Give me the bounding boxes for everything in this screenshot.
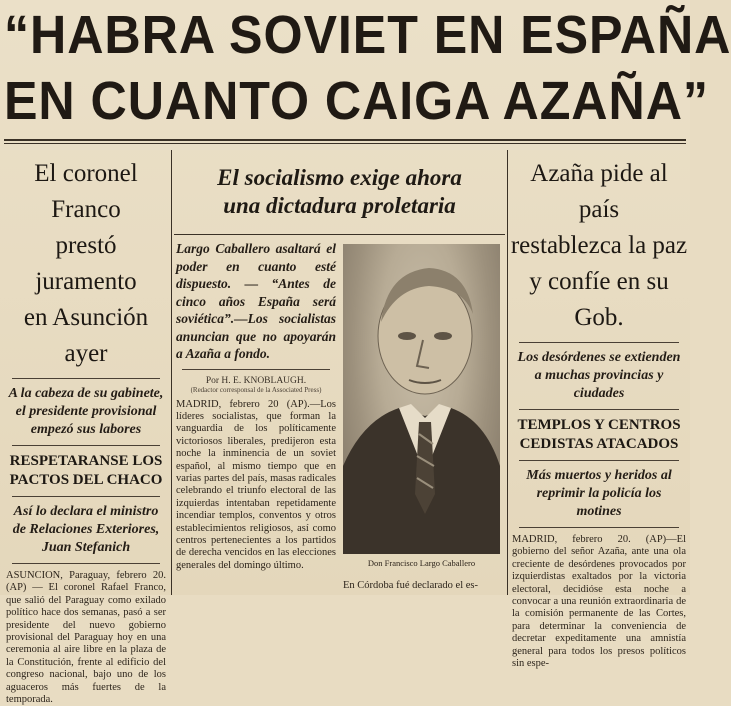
left-headline — [4, 156, 168, 372]
left-headline-line: prestó juramento — [35, 232, 137, 295]
divider — [12, 378, 160, 379]
divider — [519, 460, 679, 461]
left-deck2: Así lo declara el ministro de Relaciones Exteriores, Juan Stefanich — [12, 504, 160, 555]
right-subhead: TEMPLOS Y CENTROS CEDISTAS ATACADOS — [517, 417, 681, 452]
divider — [519, 342, 679, 343]
center-headline — [174, 164, 505, 220]
main-headline-line2: EN CUANTO CAIGA AZAÑA” — [4, 71, 709, 131]
right-headline-line: y confíe en su Gob. — [529, 268, 669, 331]
portrait-photo — [343, 244, 500, 554]
center-headline-line: El socialismo exige ahora — [217, 165, 462, 190]
headline-rule-thin — [4, 143, 686, 144]
left-column — [4, 150, 168, 706]
divider — [12, 563, 160, 564]
center-body-text: MADRID, febrero 20 (AP).—Los líderes socialistas, que forman la vanguardia de los políticamente victoriosos liberales, predijeron esta noche la inminencia de un soviet español, al mismo tiempo que en varias partes del país, masas radicales celebrando el triunfo electoral de las izquierdas intentaban repetidamente incendiar templos, conventos y otros establecimientos religiosos, así como centros pertenecientes a los partidos de derecha vencidos en las elecciones generales del domingo último. — [176, 398, 336, 571]
right-column — [510, 150, 688, 670]
headline-rule — [4, 139, 686, 141]
center-headline-line: una dictadura proletaria — [223, 193, 456, 218]
divider — [12, 445, 160, 446]
column-rule-right — [507, 150, 508, 595]
left-headline-line: en Asunción ayer — [23, 304, 149, 367]
right-headline-line: Azaña pide al país — [530, 160, 668, 223]
center-byline: Por H. E. KNOBLAUGH. — [205, 375, 307, 386]
center-deck: Largo Caballero asaltará el poder en cuanto esté dispuesto. — “Antes de cinco años España será soviética”.—Los socialistas anuncian que no apoyarán a Azaña a fondo. — [176, 241, 336, 361]
portrait-figure-icon — [343, 244, 500, 554]
divider — [519, 527, 679, 528]
center-head-rule — [174, 234, 505, 235]
right-body-text: MADRID, febrero 20. (AP)—El gobierno del señor Azaña, ante una ola creciente de desórdenes provocados por izquierdistas exaltados por la victoria electoral, decidióse esta noche a convocar a una reunión extraordinaria de la comisión permanente de las Cortes, para determinar la conveniencia de decretar expeditamente una amnistía general para todos los presos políticos sin espe- — [512, 534, 686, 670]
left-deck: A la cabeza de su gabinete, el presidente provisional empezó sus labores — [8, 386, 164, 437]
right-deck: Los desórdenes se extienden a muchas provincias y ciudades — [517, 350, 681, 401]
left-headline-line: El coronel Franco — [34, 160, 138, 223]
left-body-text: ASUNCION, Paraguay, febrero 20. (AP) — El coronel Rafael Franco, que salió del Paraguay como exilado político hace dos semanas, pasó a ser presidente del nuevo gobierno provisional del Paraguay hoy en una ceremonia al aire libre en la plaza de la Constitución, frente al edificio del congreso nacional, bajo uno de los aguaceros más fuertes de la temporada. — [6, 570, 166, 706]
column-rule-left — [171, 150, 172, 595]
center-body-continued: En Córdoba fué declarado el es- — [343, 580, 478, 591]
main-headline-line1: “HABRA SOVIET EN ESPAÑA — [4, 5, 731, 65]
right-headline-line: restablezca la paz — [510, 232, 688, 259]
divider — [519, 409, 679, 410]
center-byline-sub: (Redactor corresponsal de la Associated Press) — [190, 385, 322, 394]
divider — [12, 496, 160, 497]
left-subhead: RESPETARANSE LOS PACTOS DEL CHACO — [9, 453, 163, 488]
divider — [182, 369, 330, 370]
photo-caption: Don Francisco Largo Caballero — [367, 558, 476, 568]
right-deck2: Más muertos y heridos al reprimir la policía los motines — [526, 468, 672, 519]
center-text-column — [174, 240, 338, 595]
right-headline — [510, 156, 688, 336]
